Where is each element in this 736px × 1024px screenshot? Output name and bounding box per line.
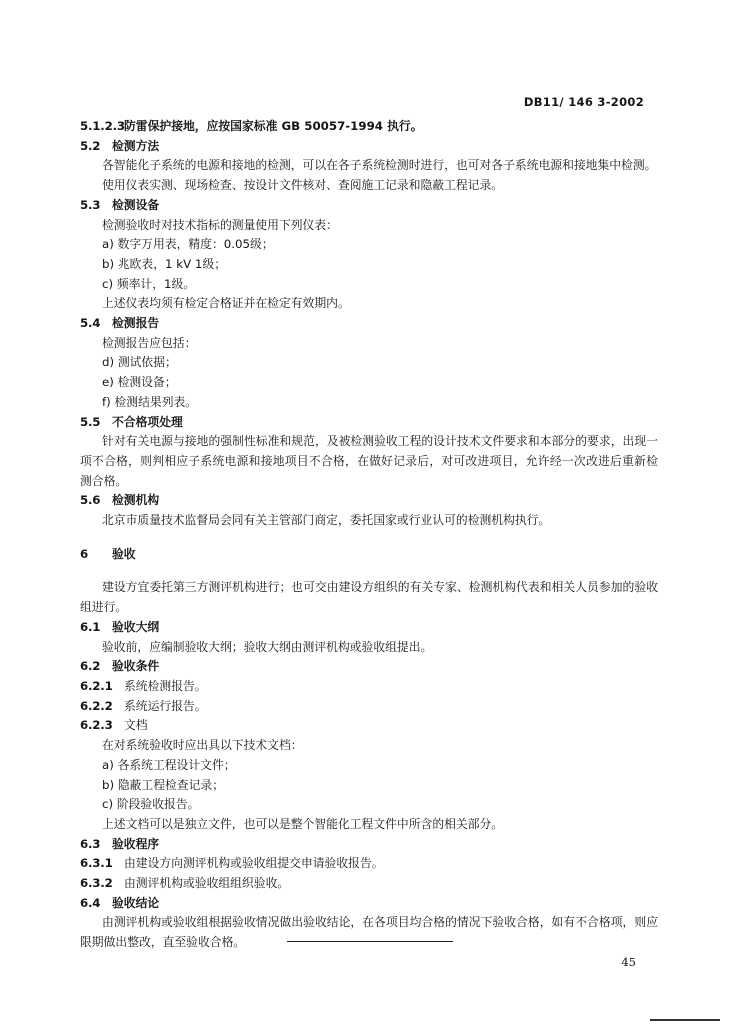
list-item: c) 阶段验收报告。	[102, 797, 200, 812]
section-heading	[80, 835, 658, 855]
section-title: 系统运行报告。	[124, 698, 207, 713]
section-number: 6.3.2	[80, 876, 113, 891]
list-item: f) 检测结果列表。	[102, 394, 198, 409]
section-heading	[80, 697, 658, 717]
body-line: 上述文档可以是独立文件，也可以是整个智能化工程文件中所含的相关部分。	[102, 816, 504, 831]
list-item: a) 各系统工程设计文件；	[102, 757, 236, 772]
section-number: 5.5	[80, 414, 101, 429]
body-line: 验收前，应编制验收大纲；验收大纲由测评机构或验收组提出。	[102, 639, 433, 654]
section-number: 6.2.2	[80, 698, 113, 713]
list-item: e) 检测设备；	[102, 375, 177, 390]
section-heading	[80, 196, 658, 216]
section-gap	[80, 564, 658, 578]
section-number: 6.1	[80, 619, 101, 634]
section-title: 检测报告	[112, 316, 160, 331]
body-line: 上述仪表均须有检定合格证并在检定有效期内。	[102, 296, 350, 311]
section-title: 验收结论	[112, 895, 160, 910]
section-title: 检测设备	[112, 197, 160, 212]
section-heading	[80, 854, 658, 874]
document-body	[80, 117, 658, 953]
paragraph: 针对有关电源与接地的强制性标准和规范，及被检测验收工程的设计技术文件要求和本部分的要求，出现一项不合格，则判相应子系统电源和接地项目不合格，在做好记录后，对可改进项目，允许经一次改进后重新检测合格。	[80, 434, 658, 488]
section-title: 验收条件	[112, 659, 160, 674]
section-title: 验收程序	[112, 836, 160, 851]
section-number: 6.3.1	[80, 856, 113, 871]
body-line: 使用仪表实测、现场检查、按设计文件核对、查阅施工记录和隐蔽工程记录。	[102, 178, 504, 193]
section-number: 5.6	[80, 493, 101, 508]
section-number: 5.4	[80, 316, 101, 331]
section-heading	[80, 618, 658, 638]
section-title: 检测机构	[112, 493, 160, 508]
section-title: 不合格项处理	[112, 414, 183, 429]
list-item: c) 频率计，1级。	[102, 276, 196, 291]
section-title: 检测方法	[112, 138, 160, 153]
body-line: 在对系统验收时应出具以下技术文档：	[102, 738, 303, 753]
section-heading	[80, 894, 658, 914]
section-heading	[80, 545, 658, 565]
paragraph: 各智能化子系统的电源和接地的检测，可以在各子系统检测时进行，也可对各子系统电源和接地集中检测。	[102, 158, 657, 173]
section-title: 由测评机构或验收组组织验收。	[124, 876, 290, 891]
section-heading	[80, 657, 658, 677]
section-title: 验收	[112, 546, 136, 561]
section-number: 5.1.2.3	[80, 119, 125, 133]
list-item: d) 测试依据；	[102, 355, 177, 370]
body-line: 检测报告应包括：	[102, 335, 197, 350]
page-number: 45	[621, 955, 636, 969]
section-number: 6	[80, 546, 89, 561]
section-title: 由建设方向测评机构或验收组提交申请验收报告。	[124, 856, 384, 871]
section-heading	[80, 137, 658, 157]
section-number: 6.3	[80, 836, 101, 851]
section-title: 验收大纲	[112, 619, 160, 634]
section-title: 文档	[124, 718, 148, 733]
section-number: 5.2	[80, 138, 101, 153]
list-item: b) 兆欧表，1 kV 1级；	[102, 256, 227, 271]
section-title: 防雷保护接地，应按国家标准 GB 50057-1994 执行。	[124, 119, 423, 133]
scan-edge-mark	[650, 1019, 720, 1021]
paragraph: 由测评机构或验收组根据验收情况做出验收结论，在各项目均合格的情况下验收合格，如有不合格项，则应限期做出整改，直至验收合格。	[80, 915, 658, 950]
list-item: a) 数字万用表，精度：0.05级；	[102, 237, 274, 252]
section-heading	[80, 874, 658, 894]
body-line: 北京市质量技术监督局会同有关主管部门商定，委托国家或行业认可的检测机构执行。	[102, 513, 551, 528]
section-heading	[80, 314, 658, 334]
section-title: 系统检测报告。	[124, 678, 207, 693]
section-gap	[80, 531, 658, 545]
section-number: 5.3	[80, 197, 101, 212]
section-number: 6.2.3	[80, 718, 113, 733]
section-number: 6.2.1	[80, 678, 113, 693]
standard-code: DB11/ 146 3-2002	[523, 95, 644, 109]
section-heading	[80, 677, 658, 697]
list-item: b) 隐蔽工程检查记录；	[102, 777, 225, 792]
section-heading	[80, 491, 658, 511]
section-heading	[80, 413, 658, 433]
section-number: 6.2	[80, 659, 101, 674]
paragraph: 建设方宜委托第三方测评机构进行；也可交由建设方组织的有关专家、检测机构代表和相关人员参加的验收组进行。	[80, 580, 658, 615]
end-rule	[287, 941, 453, 942]
section-number: 6.4	[80, 895, 101, 910]
body-line: 检测验收时对技术指标的测量使用下列仪表：	[102, 217, 338, 232]
section-heading	[80, 117, 658, 137]
section-heading	[80, 716, 658, 736]
